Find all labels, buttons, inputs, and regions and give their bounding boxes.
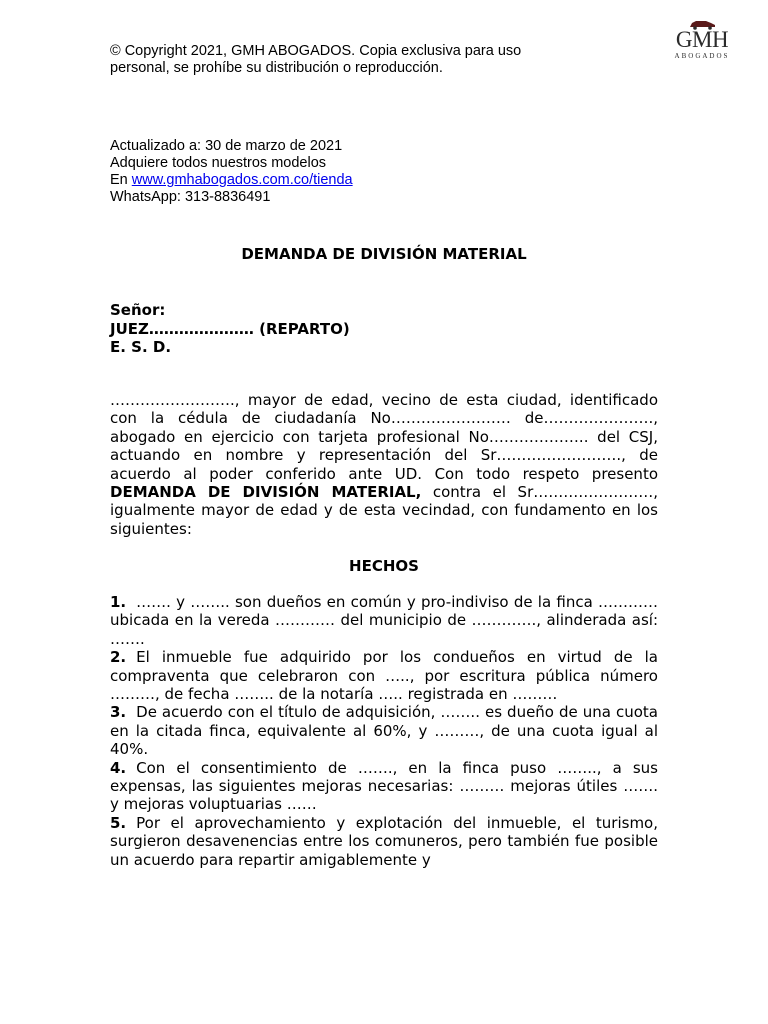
intro-bold: DEMANDA DE DIVISIÓN MATERIAL,: [110, 483, 422, 502]
fact-item: [110, 814, 658, 869]
fact-item: [110, 593, 658, 648]
fact-item: [110, 648, 658, 703]
fact-number: 4.: [110, 758, 127, 777]
addressee-salutation: Señor:: [110, 301, 166, 319]
fact-item: [110, 759, 658, 814]
update-info: [110, 138, 590, 206]
intro-text-2: contra el Sr……………………, igualmente mayor de edad y de esta vecindad, con fundamento en los siguientes:: [110, 483, 658, 538]
fact-text: Con el consentimiento de ……., en la finca puso …….., a sus expensas, las siguientes mejoras necesarias: ……… mejoras útiles ……. y mejoras voluptuarias ……: [110, 758, 658, 814]
fact-text: El inmueble fue adquirido por los condueños en virtud de la compraventa que celebraron con ….., por escritura pública número ………, de fecha …….. de la notaría ….. registrada en ………: [110, 648, 658, 704]
facts-list: [110, 593, 658, 869]
store-line: [110, 172, 590, 189]
copyright-notice: © Copyright 2021, GMH ABOGADOS. Copia exclusiva para uso personal, se prohíbe su distribución o reproducción.: [110, 43, 522, 76]
fact-item: [110, 703, 658, 758]
store-link[interactable]: www.gmhabogados.com.co/tienda: [131, 172, 353, 188]
fact-text: ……. y …….. son dueños en común y pro-indiviso de la finca ………… ubicada en la vereda ………… del municipio de …………., alinderada así: …….: [110, 593, 658, 648]
gmh-logo: [664, 18, 740, 64]
document-title: DEMANDA DE DIVISIÓN MATERIAL: [241, 245, 527, 263]
addressee-judge: JUEZ………………… (REPARTO): [110, 319, 350, 338]
addressee-esd: E. S. D.: [110, 338, 172, 356]
intro-text-1: ……………………., mayor de edad, vecino de esta ciudad, identificado con la cédula de ciudadanía No…………………… de…………………., abogado en ejercicio con tarjeta profesional No……………….. del CSJ, actuando en nombre y representación del Sr……………………., de acuerdo al poder conferido ante UD. Con todo respeto presento: [110, 391, 658, 483]
fact-number: 3.: [110, 703, 127, 722]
logo-name: GMH: [675, 27, 729, 52]
updated-date: Actualizado a: 30 de marzo de 2021: [110, 138, 343, 154]
whatsapp-contact: WhatsApp: 313-8836491: [110, 189, 271, 205]
logo-subtitle: ABOGADOS: [674, 52, 730, 60]
models-text: Adquiere todos nuestros modelos: [110, 155, 327, 171]
fact-text: Por el aprovechamiento y explotación del inmueble, el turismo, surgieron desavenencias entre los comuneros, pero también fue posible un acuerdo para repartir amigablemente y: [110, 813, 658, 869]
fact-number: 1.: [110, 593, 127, 611]
fact-text: De acuerdo con el título de adquisición, …….. es dueño de una cuota en la citada finca, equivalente al 60%, y ………, de una cuota igual al 40%.: [110, 703, 658, 759]
store-prefix: En: [110, 172, 132, 188]
fact-number: 2.: [110, 648, 127, 667]
fact-number: 5.: [110, 813, 127, 832]
addressee-block: [110, 301, 658, 357]
intro-paragraph: [110, 391, 658, 538]
facts-title: HECHOS: [349, 557, 419, 575]
